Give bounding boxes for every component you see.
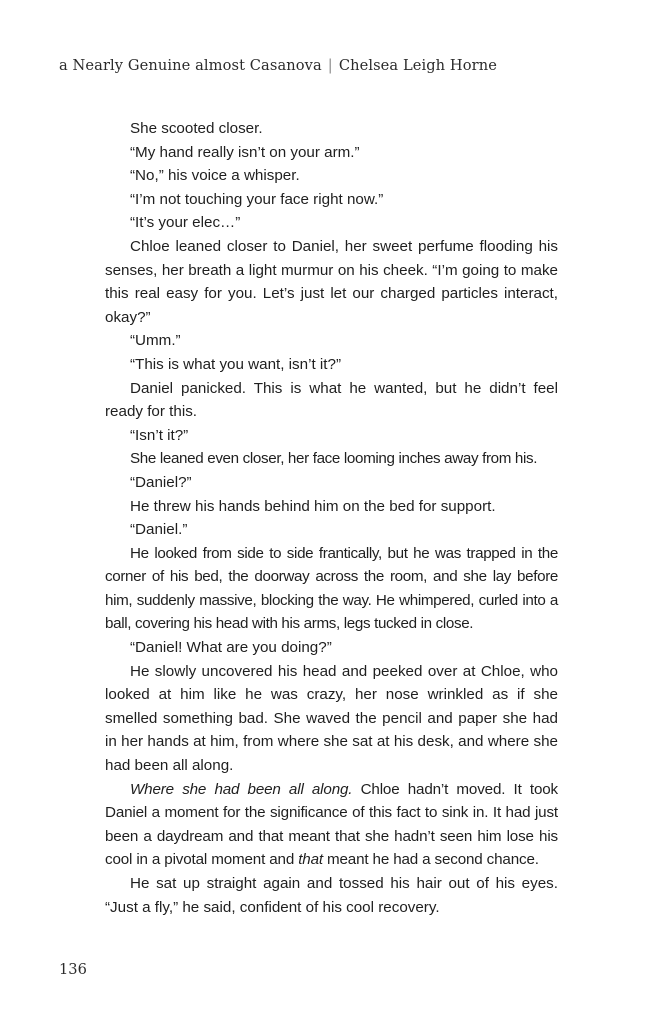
paragraph: She leaned even closer, her face looming inches away from his. [130, 450, 538, 468]
header-separator: | [327, 57, 333, 74]
paragraph: He sat up straight again and tossed his hair out of his eyes. “Just a fly,” he said, confident of his cool recovery. [105, 875, 558, 916]
paragraph-with-italics [105, 778, 558, 872]
paragraph: He threw his hands behind him on the bed for support. [130, 497, 496, 515]
paragraph: “This is what you want, isn’t it?” [130, 355, 342, 373]
book-title: a Nearly Genuine almost Casanova [59, 57, 322, 74]
paragraph-text: Chloe hadn’t moved. It took Daniel a moment for the significance of this fact to sink in. It had just been a daydream and that meant that she hadn’t seen him lose his cool in a pivotal moment and [105, 780, 558, 869]
paragraph: Daniel panicked. This is what he wanted, but he didn’t feel ready for this. [105, 379, 558, 421]
paragraph: “No,” his voice a whisper. [130, 167, 300, 185]
paragraph: Chloe leaned closer to Daniel, her sweet perfume flooding his senses, her breath a light murmur on his cheek. “I’m going to make this real easy for you. Let’s just let our charged particles interact, okay?” [105, 237, 558, 326]
body-text [105, 117, 558, 919]
italic-word: that [298, 851, 323, 869]
paragraph: “It’s your elec…” [130, 214, 241, 232]
author-name: Chelsea Leigh Horne [338, 57, 497, 74]
paragraph: He looked from side to side frantically, but he was trapped in the corner of his bed, the doorway across the room, and she lay before him, suddenly massive, blocking the way. He whimpered, curled into a ball, covering his head with his arms, legs tucked in close. [105, 544, 558, 633]
paragraph: “My hand really isn’t on your arm.” [130, 143, 360, 161]
paragraph: “Daniel.” [130, 521, 188, 539]
italic-phrase: Where she had been all along. [130, 780, 353, 798]
page-number: 136 [59, 961, 87, 978]
paragraph: “I’m not touching your face right now.” [130, 190, 384, 208]
paragraph-text: meant he had a second chance. [322, 851, 539, 869]
paragraph: “Isn’t it?” [130, 426, 189, 444]
paragraph: “Daniel?” [130, 473, 192, 491]
paragraph: He slowly uncovered his head and peeked over at Chloe, who looked at him like he was crazy, her nose wrinkled as if she smelled something bad. She waved the pencil and paper she had in her hands at him, from where she sat at his desk, and where she had been all along. [105, 662, 558, 775]
paragraph: “Daniel! What are you doing?” [130, 639, 332, 657]
paragraph: She scooted closer. [130, 120, 263, 137]
running-header [59, 57, 619, 74]
paragraph: “Umm.” [130, 332, 181, 350]
